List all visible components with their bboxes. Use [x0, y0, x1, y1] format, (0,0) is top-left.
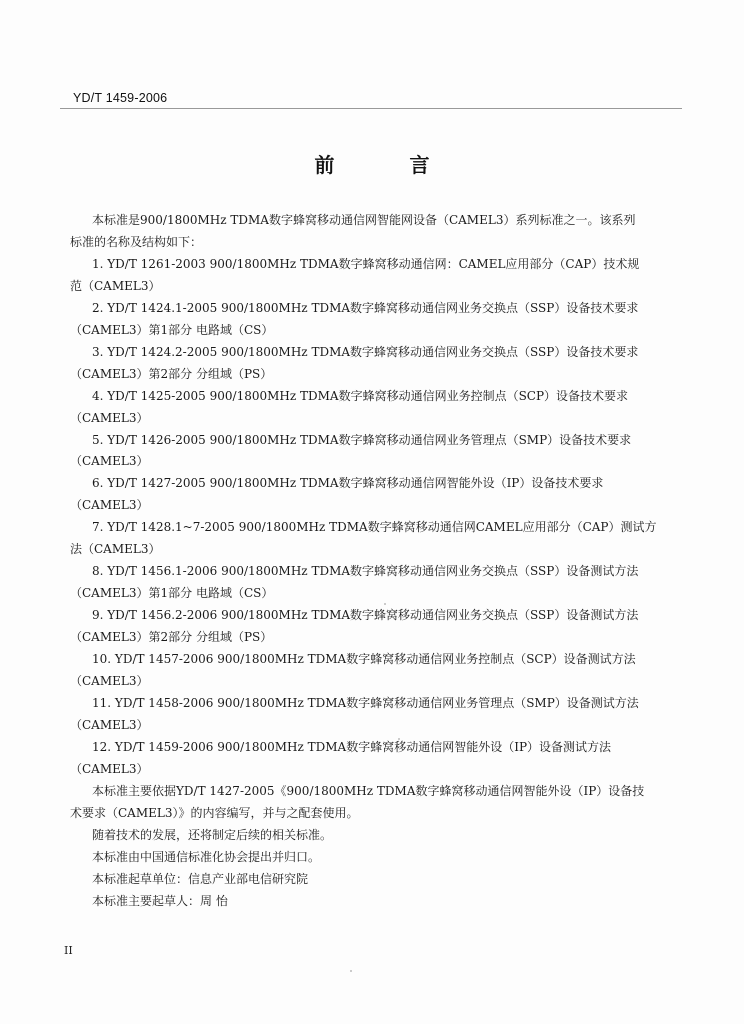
header-rule: [60, 108, 682, 109]
list-item-12-cont: （CAMEL3）: [70, 761, 149, 776]
list-item-4-cont: （CAMEL3）: [70, 410, 149, 425]
list-item-10: 10. YD/T 1457-2006 900/1800MHz TDMA数字蜂窝移动通信网业务控制点（SCP）设备测试方法: [92, 652, 636, 667]
list-item-3-cont: （CAMEL3）第2部分 分组域（PS）: [70, 366, 273, 381]
list-item-7: 7. YD/T 1428.1~7-2005 900/1800MHz TDMA数字蜂窝移动通信网CAMEL应用部分（CAP）测试方: [92, 520, 657, 535]
closing-line-1: 随着技术的发展，还将制定后续的相关标准。: [92, 827, 333, 842]
list-item-6-cont: （CAMEL3）: [70, 498, 149, 513]
intro-line-1: 本标准是900/1800MHz TDMA数字蜂窝移动通信网智能网设备（CAMEL3）系列标准之一。该系列: [92, 213, 636, 227]
list-item-8: 8. YD/T 1456.1-2006 900/1800MHz TDMA数字蜂窝移动通信网业务交换点（SSP）设备测试方法: [92, 564, 639, 579]
list-item-5: 5. YD/T 1426-2005 900/1800MHz TDMA数字蜂窝移动通信网业务管理点（SMP）设备技术要求: [92, 432, 632, 447]
basis-line-1: 本标准主要依据YD/T 1427-2005《900/1800MHz TDMA数字蜂窝移动通信网智能外设（IP）设备技: [92, 783, 645, 798]
list-item-2-cont: （CAMEL3）第1部分 电路域（CS）: [70, 322, 274, 337]
list-item-7-cont: 法（CAMEL3）: [70, 542, 161, 557]
scan-speck: [384, 603, 386, 605]
scan-speck: [350, 970, 352, 972]
closing-line-2: 本标准由中国通信标准化协会提出并归口。: [92, 849, 321, 864]
list-item-5-cont: （CAMEL3）: [70, 454, 149, 469]
list-item-9-cont: （CAMEL3）第2部分 分组域（PS）: [70, 630, 273, 645]
scan-speck: [398, 738, 400, 740]
list-item-9: 9. YD/T 1456.2-2006 900/1800MHz TDMA数字蜂窝移动通信网业务交换点（SSP）设备测试方法: [92, 608, 639, 623]
main-drafters: 本标准主要起草人：周 怡: [92, 893, 228, 908]
list-item-12: 12. YD/T 1459-2006 900/1800MHz TDMA数字蜂窝移动通信网智能外设（IP）设备测试方法: [92, 739, 612, 754]
list-item-11: 11. YD/T 1458-2006 900/1800MHz TDMA数字蜂窝移动通信网业务管理点（SMP）设备测试方法: [92, 695, 639, 710]
list-item-1: 1. YD/T 1261-2003 900/1800MHz TDMA数字蜂窝移动通信网：CAMEL应用部分（CAP）技术规: [92, 256, 640, 271]
list-item-8-cont: （CAMEL3）第1部分 电路域（CS）: [70, 586, 274, 601]
foreword-body: [70, 210, 660, 913]
document-code: YD/T 1459-2006: [73, 91, 168, 105]
list-item-10-cont: （CAMEL3）: [70, 674, 149, 689]
drafting-unit: 本标准起草单位：信息产业部电信研究院: [92, 871, 309, 886]
list-item-6: 6. YD/T 1427-2005 900/1800MHz TDMA数字蜂窝移动通信网智能外设（IP）设备技术要求: [92, 476, 604, 491]
list-item-2: 2. YD/T 1424.1-2005 900/1800MHz TDMA数字蜂窝移动通信网业务交换点（SSP）设备技术要求: [92, 300, 639, 315]
intro-line-2: 标准的名称及结构如下：: [70, 234, 203, 249]
list-item-3: 3. YD/T 1424.2-2005 900/1800MHz TDMA数字蜂窝移动通信网业务交换点（SSP）设备技术要求: [92, 344, 639, 359]
page-number: II: [64, 944, 73, 957]
list-item-1-cont: 范（CAMEL3）: [70, 278, 161, 293]
list-item-4: 4. YD/T 1425-2005 900/1800MHz TDMA数字蜂窝移动通信网业务控制点（SCP）设备技术要求: [92, 388, 629, 403]
list-item-11-cont: （CAMEL3）: [70, 717, 149, 732]
basis-line-2: 术要求（CAMEL3）》的内容编写，并与之配套使用。: [70, 805, 359, 820]
page-title: 前 言: [314, 153, 464, 177]
